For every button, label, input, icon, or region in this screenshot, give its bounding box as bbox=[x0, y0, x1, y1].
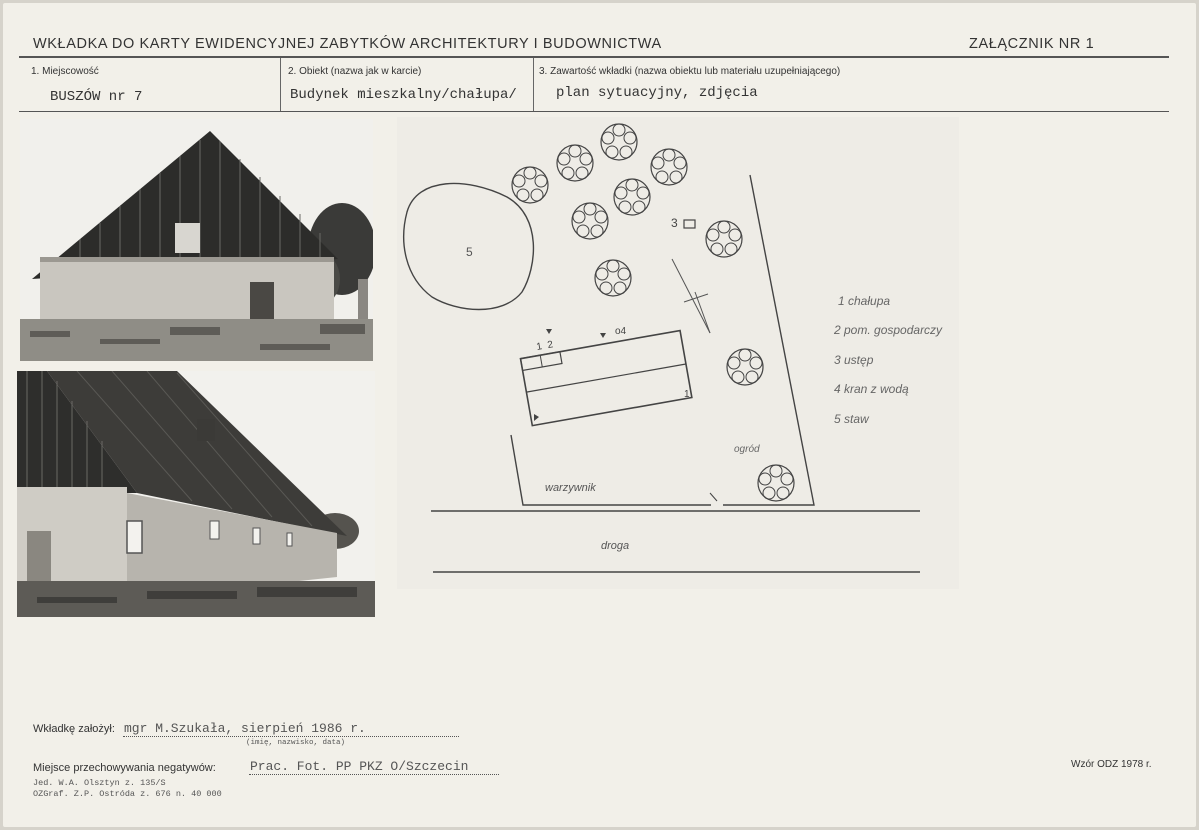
storage-label: Miejsce przechowywania negatywów: bbox=[33, 762, 216, 774]
header-rule bbox=[19, 56, 1169, 58]
legend-item: 1 chałupa bbox=[838, 294, 891, 308]
photo-long-view bbox=[17, 371, 375, 617]
template-number: Wzór ODZ 1978 r. bbox=[1071, 759, 1152, 770]
toilet-number: 3 bbox=[671, 216, 678, 230]
card-title: WKŁADKA DO KARTY EWIDENCYJNEJ ZABYTKÓW ARCHITEKTURY I BUDOWNICTWA bbox=[33, 36, 662, 52]
legend-item: 5 staw bbox=[834, 412, 869, 426]
entrance-marker bbox=[600, 333, 606, 338]
vegetable-garden-label: warzywnik bbox=[545, 482, 596, 494]
content-value: plan sytuacyjny, zdjęcia bbox=[556, 85, 758, 101]
road-label: droga bbox=[601, 540, 630, 552]
fields-rule bbox=[19, 111, 1169, 112]
tree-icon bbox=[512, 167, 548, 203]
property-boundary-left bbox=[511, 435, 711, 505]
photo-long-image bbox=[17, 371, 375, 617]
photo-gable-view bbox=[20, 119, 373, 361]
photo-gable-image bbox=[20, 119, 373, 361]
entrance-marker bbox=[534, 414, 539, 421]
tree-icon bbox=[614, 179, 650, 215]
founded-label: Wkładkę założył: bbox=[33, 723, 115, 735]
tree-icon bbox=[572, 203, 608, 239]
content-label: 3. Zawartość wkładki (nazwa obiektu lub materiału uzupełniającego) bbox=[539, 66, 841, 77]
field-divider-1 bbox=[280, 58, 281, 111]
object-value: Budynek mieszkalny/chałupa/ bbox=[290, 87, 517, 103]
record-card bbox=[3, 3, 1196, 827]
founded-value: mgr M.Szukała, sierpień 1986 r. bbox=[124, 721, 366, 736]
storage-dotted-line bbox=[249, 774, 499, 775]
toilet-symbol bbox=[684, 220, 695, 228]
plan-legend bbox=[833, 294, 943, 426]
tree-icon bbox=[727, 349, 763, 385]
legend-item: 4 kran z wodą bbox=[834, 382, 909, 396]
tap-label: o4 bbox=[615, 326, 627, 337]
locality-label: 1. Miejscowość bbox=[31, 66, 99, 77]
house-rooms-numbers: 1 2 bbox=[535, 339, 554, 353]
house-side-number: 1 bbox=[684, 389, 690, 400]
print-line-1: Jed. W.A. Olsztyn z. 135/S bbox=[33, 778, 166, 788]
print-line-2: OZGraf. Z.P. Ostróda z. 676 n. 40 000 bbox=[33, 789, 222, 799]
tree-icon bbox=[651, 149, 687, 185]
tree-icon bbox=[601, 124, 637, 160]
legend-item: 2 pom. gospodarczy bbox=[834, 323, 943, 337]
tree-icon bbox=[595, 260, 631, 296]
tree-icon bbox=[706, 221, 742, 257]
pond-number: 5 bbox=[466, 245, 473, 259]
founded-dotted-line bbox=[123, 736, 459, 737]
garden-label: ogród bbox=[734, 444, 760, 455]
storage-value: Prac. Fot. PP PKZ O/Szczecin bbox=[250, 759, 469, 774]
property-boundary bbox=[723, 175, 814, 505]
founded-hint: (imię, nazwisko, data) bbox=[246, 739, 346, 747]
tree-icon bbox=[557, 145, 593, 181]
object-label: 2. Obiekt (nazwa jak w karcie) bbox=[288, 66, 422, 77]
tree-icon bbox=[758, 465, 794, 501]
entrance-marker bbox=[546, 329, 552, 334]
field-divider-2 bbox=[533, 58, 534, 111]
site-plan bbox=[397, 117, 959, 589]
locality-value: BUSZÓW nr 7 bbox=[50, 89, 143, 105]
annex-number: ZAŁĄCZNIK NR 1 bbox=[969, 36, 1095, 52]
site-plan-drawing bbox=[397, 117, 959, 589]
legend-item: 3 ustęp bbox=[834, 353, 874, 367]
